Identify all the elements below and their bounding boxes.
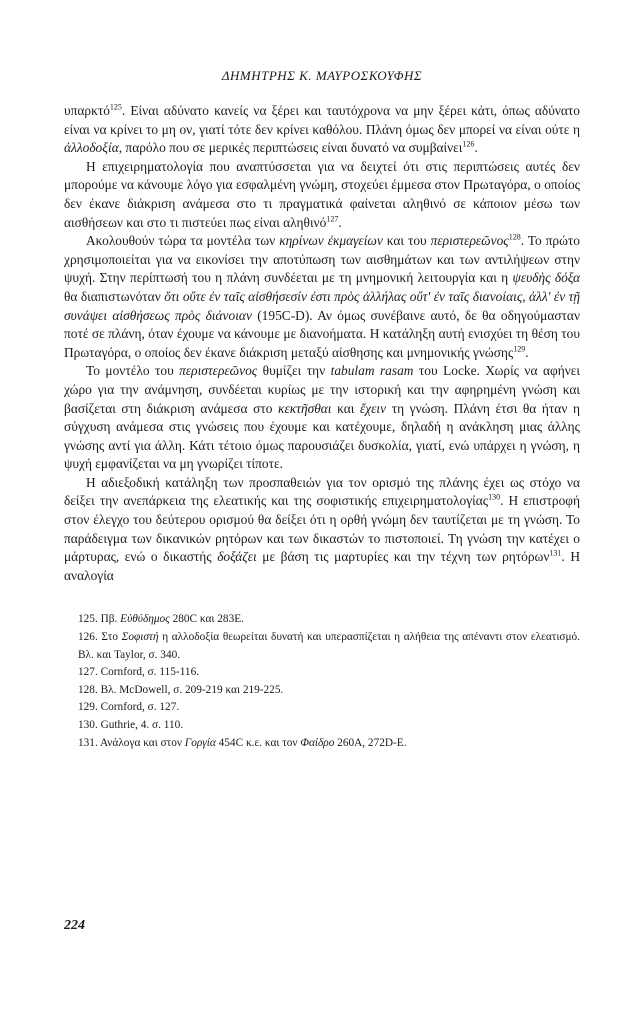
italic-title: Φαίδρο <box>300 736 335 749</box>
paragraph-2 <box>64 158 580 232</box>
footnote-number: 130. <box>78 719 98 731</box>
page-number: 224 <box>64 918 85 933</box>
footnote-number: 131. <box>78 736 98 749</box>
italic-term: κεκτῆσθαι <box>278 400 332 416</box>
footnote-127 <box>64 664 580 682</box>
text-span: Guthrie, 4. σ. 110. <box>97 719 184 731</box>
text-span: Ανάλογα και στον <box>97 736 185 749</box>
text-span: του Locke. Χωρίς να αφήνει χώρο για την ανάμνηση, συνδέεται κυρίως με την ιστορική και την αφηρημένη γνώση και βασίζεται στη διάκριση ανάμεσα στο <box>64 363 580 416</box>
text-span: . Η επιστροφή στον έλεγχο του δεύτερου ορισμού θα δείξει ότι η ορθή γνώμη δεν ταυτίζεται με τη γνώση. Το παράδειγμα των δικανικών ρητόρων και των δικαστών το πιστοποιεί. Τη γνώση την κατέχει ο μάρτυρας, ενώ ο δικαστής <box>64 493 580 565</box>
text-span: . Το πρώτο χρησιμοποιείται για να εικονίσει την αποτύπωση των αισθημάτων και των αντιλήψεων στην ψυχή. Στην περίπτωσή του η πλάνη συνδέεται με τη μνημονική λειτουργία και η <box>64 233 580 286</box>
footnote-ref-127: 127 <box>326 214 339 224</box>
text-span: . <box>338 214 342 230</box>
text-span: Cornford, σ. 127. <box>97 701 180 714</box>
text-span: και του <box>382 233 431 249</box>
text-span: με βάση τις μαρτυρίες και την τέχνη των ρητόρων <box>256 549 550 565</box>
body-text <box>64 102 580 585</box>
italic-term: δοξάζει <box>217 549 257 565</box>
italic-term: περιστερεῶνος <box>430 233 509 249</box>
footnote-131 <box>64 735 580 753</box>
text-span: υπαρκτό <box>64 103 110 118</box>
text-span: 280C και 283E. <box>169 613 244 626</box>
footnote-number: 128. <box>78 683 98 696</box>
paragraph-4 <box>64 362 580 474</box>
footnote-number: 127. <box>78 666 98 679</box>
footnotes <box>64 611 580 752</box>
italic-term: ψευδὴς δόξα <box>512 270 580 286</box>
text-span: Η αδιεξοδική κατάληξη των προσπαθειών για τον ορισμό της πλάνης έχει ως στόχο να δείξει την ανεπάρκεια της ελεατικής και της σοφιστικής επιχειρηματολογίας <box>64 474 580 509</box>
footnote-128 <box>64 682 580 700</box>
text-span: Βλ. McDowell, σ. 209-219 και 219-225. <box>97 683 284 696</box>
running-title: ΔΗΜΗΤΡΗΣ Κ. ΜΑΥΡΟΣΚΟΥΦΗΣ <box>221 68 423 83</box>
text-span: Η επιχειρηματολογία που αναπτύσσεται για να δειχτεί ότι στις περιπτώσεις αυτές δεν μπορούμε να κάνουμε λόγο για εσφαλμένη γνώμη, στοχεύει έμμεσα στον Πρωταγόρα, ο οποίος δεν έκανε διάκριση ανάμεσα στο τι πραγματικά φαίνεται αληθινό σε κάποιον μέσω των αισθήσεων και στο τι πιστεύει πως είναι αληθινό <box>64 158 580 230</box>
italic-quotation: ὅτι οὔτε ἐν ταῖς αἰσθήσεσίν ἐστι πρὸς ἀλλήλας οὔτ' ἐν ταῖς διανοίαις, ἀλλ' ἐν τῇ συνάψει αἰσθήσεως πρὸς διάνοιαν <box>64 288 581 323</box>
text-span: Στο <box>97 631 122 644</box>
italic-term: κηρίνων ἐκμαγείων <box>279 233 383 249</box>
text-span: Cornford, σ. 115-116. <box>97 666 200 679</box>
footnote-ref-126: 126 <box>462 139 475 149</box>
footnote-ref-130: 130 <box>488 493 501 502</box>
footnote-125 <box>64 611 580 629</box>
text-span: 260A, 272D-E. <box>334 736 407 749</box>
paragraph-5 <box>64 474 580 586</box>
text-span: Το μοντέλο του <box>86 363 180 379</box>
text-span: η αλλοδοξία θεωρείται δυνατή και υπερασπίζεται η αλήθεια της απέναντι στον ελεατισμό. Βλ. και Taylor, σ. 340. <box>78 631 581 661</box>
footnote-ref-131: 131 <box>549 548 562 558</box>
text-span: τη γνώση. Πλάνη έτσι θα ήταν η σύγχυση ανάμεσα στις γνώσεις που έχουμε και κατέχουμε, δηλαδή η ανάκληση μιας άλλης γνώσης αντί για άλλη. Κάτι τέτοιο όμως παρουσιάζει δυσκολία, γιατί, ενώ υπάρχει η γνώση, η ψυχή εμφανίζεται να μη γνωρίζει τίποτε. <box>64 400 580 472</box>
footnote-number: 129. <box>78 701 98 714</box>
text-span: 454C κ.ε. και τον <box>215 736 301 749</box>
text-span: . <box>525 344 529 360</box>
italic-title: Σοφιστή <box>121 631 159 644</box>
italic-term: ἀλλοδοξία <box>64 140 119 156</box>
footnote-126 <box>64 629 580 664</box>
italic-term: ἔχειν <box>359 400 387 416</box>
text-span: Πβ. <box>97 613 121 626</box>
text-span: . Η αναλογία <box>64 549 580 583</box>
footnote-130 <box>64 717 580 735</box>
footnote-ref-129: 129 <box>513 344 526 354</box>
text-span: . Είναι αδύνατο κανείς να ξέρει και ταυτόχρονα να μην ξέρει κάτι, όπως αδύνατο είναι να κρίνει το μη ον, γιατί τότε δεν κρίνει καθόλου. Πλάνη όμως δεν μπορεί να είναι ούτε η <box>64 103 580 137</box>
paragraph-3 <box>64 232 580 362</box>
footnote-ref-125: 125 <box>109 102 122 112</box>
text-span: Ακολουθούν τώρα τα μοντέλα των <box>86 233 280 249</box>
text-span: και <box>331 400 360 416</box>
text-span: . <box>474 140 478 156</box>
italic-title: Γοργία <box>184 736 216 749</box>
italic-title: Εὐθύδημος <box>120 613 170 626</box>
footnote-ref-128: 128 <box>508 232 521 242</box>
paragraph-1 <box>64 102 580 158</box>
text-span: , παρόλο που σε μερικές περιπτώσεις είναι δυνατό να συμβαίνει <box>118 140 463 156</box>
footnote-number: 125. <box>78 613 98 626</box>
italic-term: περιστερεῶνος <box>179 363 258 379</box>
text-span: θυμίζει την <box>257 363 331 379</box>
text-span: θα διαπιστωνόταν <box>64 288 165 304</box>
italic-term: tabulam rasam <box>330 363 414 379</box>
text-span: (195C-D). Αν όμως συνέβαινε αυτό, δε θα οδηγούμασταν ποτέ σε πλάνη, όταν έχουμε να κάνουμε με διανοήματα. Η κατάληξη αυτή ενισχύει τη θέση του Πρωταγόρα, ο οποίος δεν έκανε διάκριση μεταξύ αίσθησης και μνημονικής γνώσης <box>64 307 581 360</box>
footnote-number: 126. <box>78 631 98 644</box>
footnote-129 <box>64 699 580 717</box>
